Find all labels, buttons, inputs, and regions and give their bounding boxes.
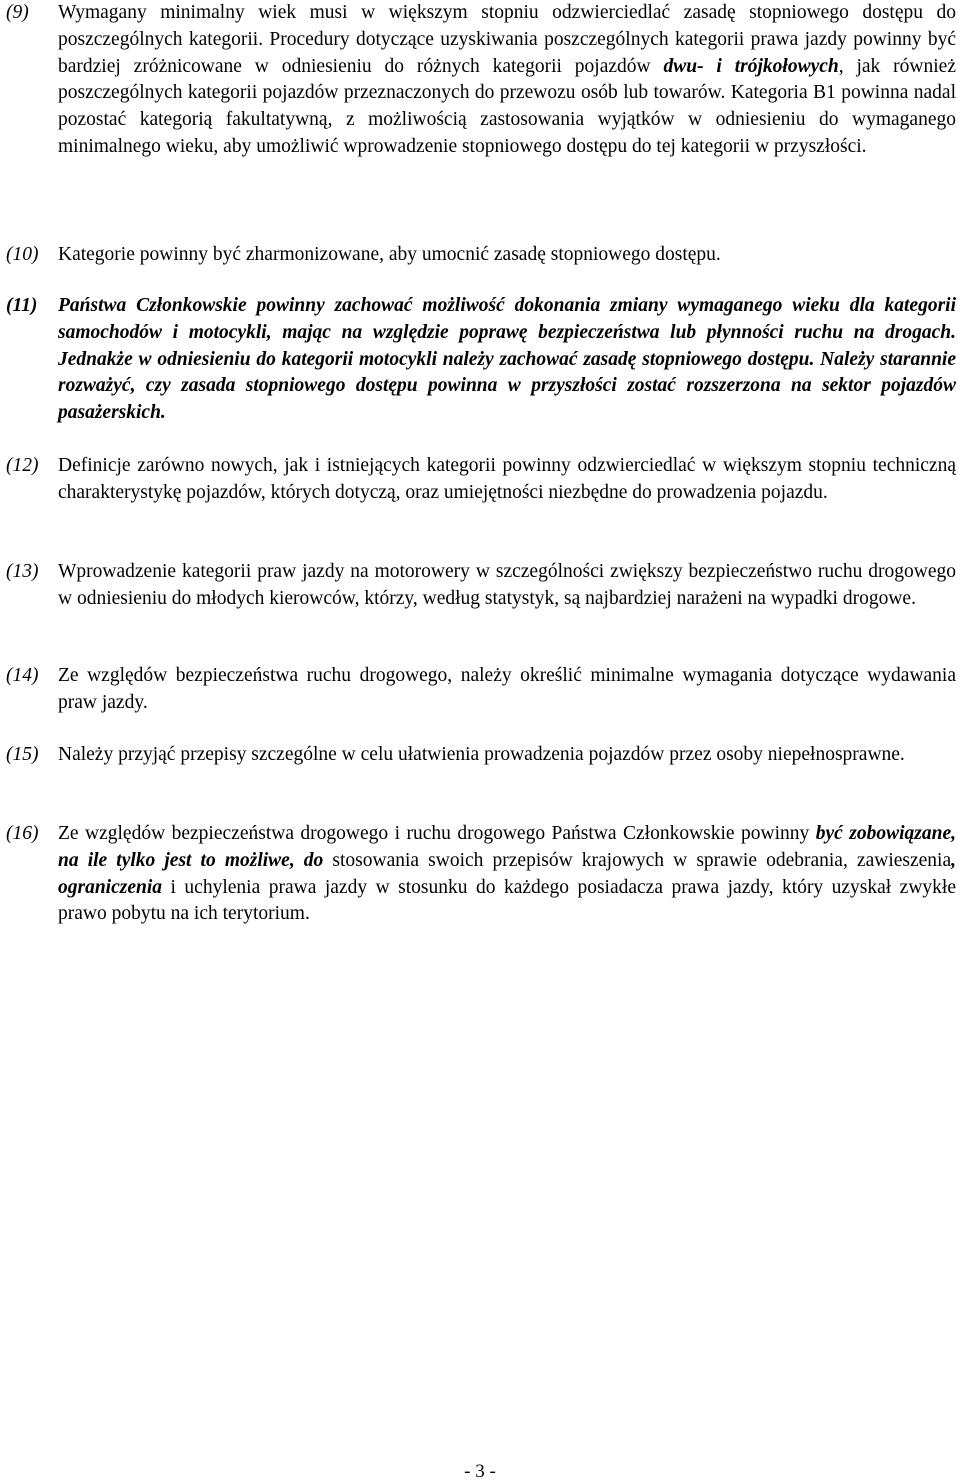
recital-number: (16) [6, 823, 39, 844]
recital-text-emphasis: , ograniczenia [58, 849, 956, 898]
recital-text: Wprowadzenie kategorii praw jazdy na motorowery w szczególności zwiększy bezpieczeństwo ruchu drogowego w odniesieniu do młodych kierowców, którzy, według statystyk, są najbardziej narażeni na wypadki drogowe. [58, 561, 956, 609]
recital-16 [6, 821, 956, 928]
recital-number: (12) [6, 455, 39, 476]
recital-text [58, 0, 956, 161]
recital-12 [6, 453, 956, 507]
recital-number: (13) [6, 561, 39, 582]
recital-14 [6, 663, 956, 717]
recital-text: Państwa Członkowskie powinny zachować możliwość dokonania zmiany wymaganego wieku dla kategorii samochodów i motocykli, mając na względzie poprawę bezpieczeństwa lub płynności ruchu na drogach. Jednakże w odniesieniu do kategorii motocykli należy zachować zasadę stopniowego dostępu. Należy starannie rozważyć, czy zasada stopniowego dostępu powinna w przyszłości zostać rozszerzona na sektor pojazdów pasażerskich. [58, 295, 956, 424]
recital-number: (15) [6, 744, 39, 765]
recital-13 [6, 559, 956, 613]
recital-text: Definicje zarówno nowych, jak i istniejących kategorii powinny odzwierciedlać w większym stopniu techniczną charakterystykę pojazdów, których dotyczą, oraz umiejętności niezbędne do prowadzenia pojazdu. [58, 455, 956, 503]
recital-text: Kategorie powinny być zharmonizowane, aby umocnić zasadę stopniowego dostępu. [58, 244, 721, 265]
recital-number: (9) [6, 2, 29, 23]
recital-text-run: Wymagany minimalny wiek musi w większym stopniu odzwierciedlać zasadę stopniowego dostępu do poszczególnych kategorii. Procedury dotyczące uzyskiwania poszczególnych kategorii prawa jazdy powinny być bardziej zróżnicowane w odniesieniu do różnych kategorii pojazdów [58, 2, 956, 77]
recital-number: (14) [6, 665, 39, 686]
recital-text-run: stosowania swoich przepisów krajowych w sprawie odebrania, zawieszenia [323, 849, 952, 871]
recital-text: Należy przyjąć przepisy szczególne w celu ułatwienia prowadzenia pojazdów przez osoby niepełnosprawne. [58, 744, 905, 765]
recital-text: Ze względów bezpieczeństwa ruchu drogowego, należy określić minimalne wymagania dotyczące wydawania praw jazdy. [58, 665, 956, 713]
recital-text [58, 821, 956, 928]
recital-text-emphasis: dwu- i trójkołowych [663, 55, 839, 77]
recital-15 [6, 742, 956, 769]
page-footer [0, 1462, 960, 1482]
recital-11 [6, 293, 956, 427]
recital-10 [6, 242, 956, 269]
recital-text-run: , jak również poszczególnych kategorii pojazdów przeznaczonych do przewozu osób lub towarów. Kategoria B1 powinna nadal pozostać kategorią fakultatywną, z możliwością zastosowania wyjątków w odniesieniu do wymaganego minimalnego wieku, aby umożliwić wprowadzenie stopniowego dostępu do tej kategorii w przyszłości. [58, 55, 956, 157]
recital-text-emphasis: być zobowiązane, na ile tylko jest to możliwe, do [58, 823, 956, 871]
recital-text-run: i uchylenia prawa jazdy w stosunku do każdego posiadacza prawa jazdy, który uzyskał zwykłe prawo pobytu na ich terytorium. [58, 876, 956, 925]
recital-number: (10) [6, 244, 39, 265]
page-number: - 3 - [464, 1461, 496, 1482]
recital-number: (11) [6, 295, 38, 316]
recital-text-run: Ze względów bezpieczeństwa drogowego i ruchu drogowego Państwa Członkowskie powinny [58, 823, 816, 844]
recital-9 [6, 0, 956, 161]
